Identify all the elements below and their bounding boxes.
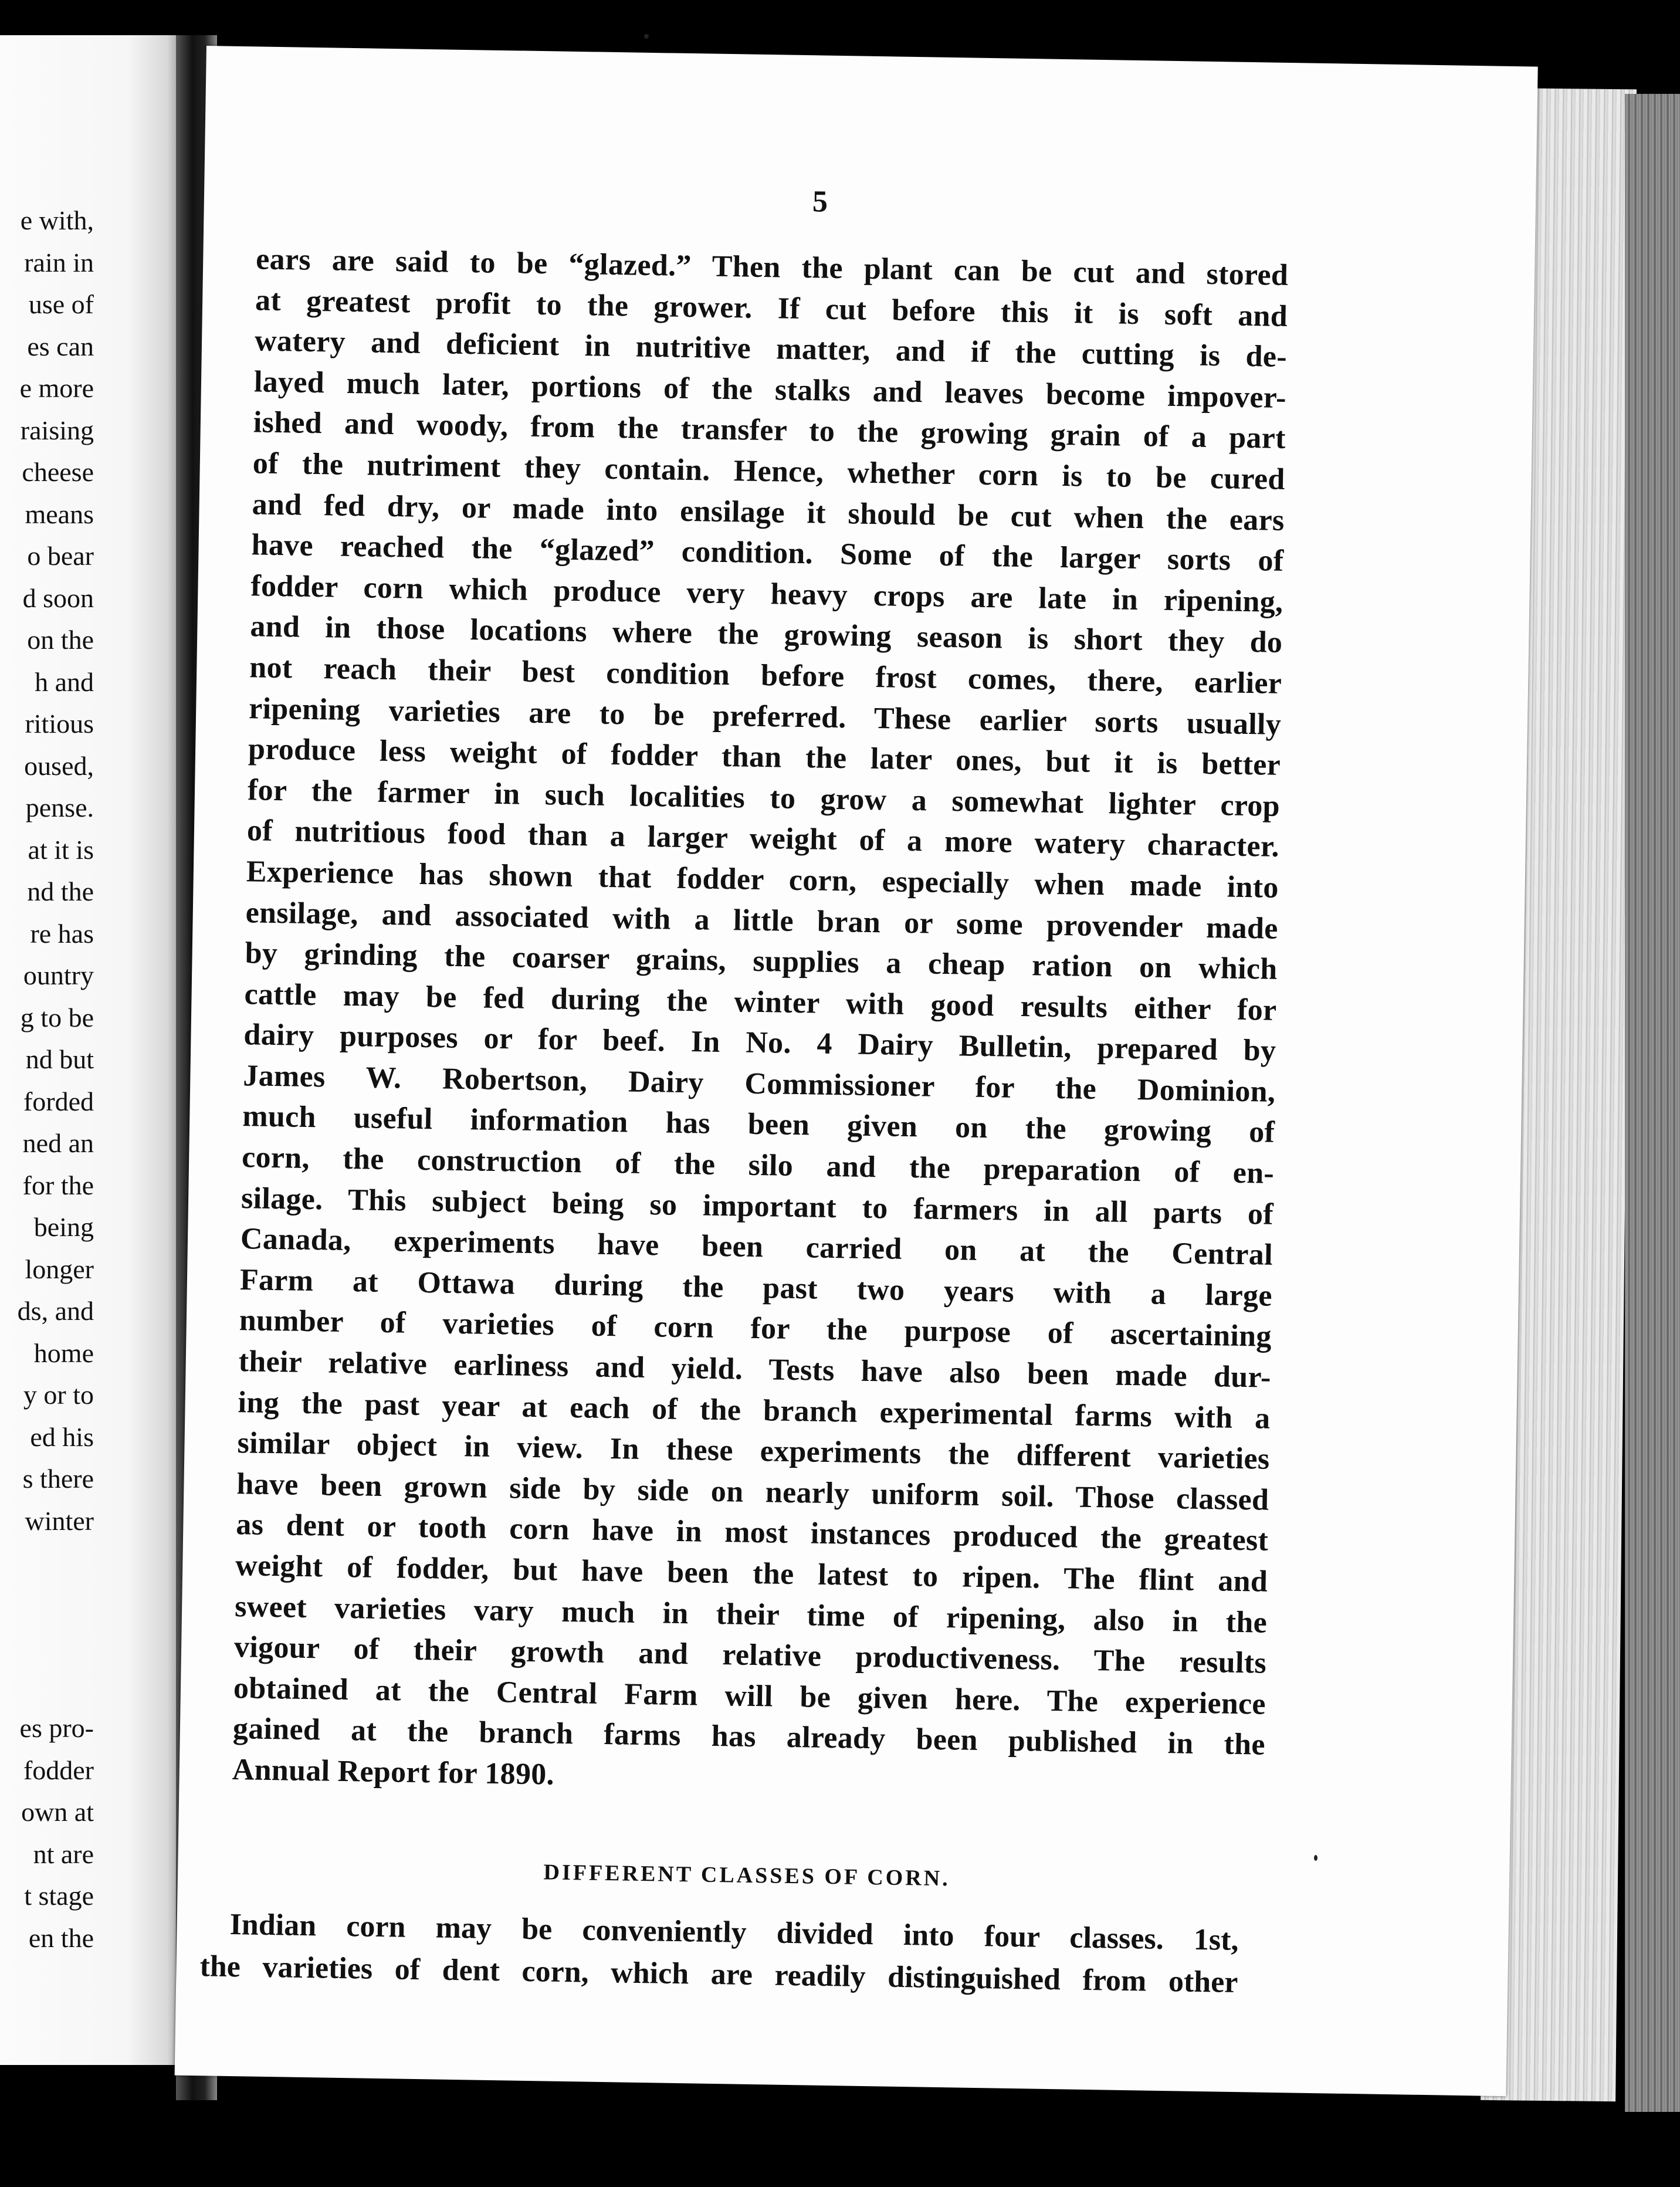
text-line: Canada, experiments have been carried on at the Central (240, 1222, 1273, 1272)
scan-speck (644, 34, 649, 39)
text-line: ds, and (17, 1296, 94, 1326)
text-line: e more (19, 373, 94, 403)
text-line: d soon (22, 583, 94, 613)
text-line: nt are (33, 1839, 94, 1869)
text-line: pense. (25, 793, 94, 822)
text-line: obtained at the Central Farm will be given here. The experience (233, 1671, 1266, 1721)
text-line: forded (23, 1086, 94, 1116)
text-line: being (33, 1212, 94, 1242)
right-page (175, 46, 1538, 2096)
text-line: the varieties of dent corn, which are readily distinguished from other (199, 1949, 1238, 2000)
text-line: of the nutriment they contain. Hence, whether corn is to be cured (252, 446, 1286, 496)
scan-speck (1314, 1855, 1317, 1861)
text-line: fodder (23, 1755, 94, 1785)
text-line: rain in (24, 247, 94, 277)
text-line: raising (20, 415, 94, 445)
text-line: ensilage, and associated with a little bran or some provender made (245, 895, 1279, 946)
text-line: at greatest profit to the grower. If cut before this it is soft and (255, 283, 1288, 333)
text-line: h and (35, 666, 94, 697)
text-line: sweet varieties vary much in their time of ripening, also in the (234, 1589, 1268, 1640)
body-paragraph (232, 239, 1288, 1806)
text-line: of nutritious food than a larger weight of a more watery character. (246, 814, 1280, 864)
text-line: nd the (27, 876, 94, 906)
text-line: Indian corn may be conveniently divided into four classes. 1st, (229, 1908, 1239, 1958)
text-line: ripening varieties are to be preferred. These earlier sorts usually (248, 691, 1282, 742)
text-line: Farm at Ottawa during the past two years with a large (239, 1263, 1273, 1313)
text-line: means (25, 499, 94, 529)
text-line: layed much later, portions of the stalks and leaves become impover- (253, 365, 1287, 415)
text-line: their relative earliness and yield. Tests have also been made dur- (238, 1345, 1272, 1394)
text-line: Annual Report for 1890. (232, 1753, 555, 1792)
text-line: ed his (30, 1421, 94, 1452)
text-line: ing the past year at each of the branch experimental farms with a (238, 1385, 1271, 1436)
text-line: on the (27, 625, 94, 655)
text-line: oused, (24, 750, 94, 781)
text-line: ished and woody, from the transfer to the growing grain of a part (253, 405, 1286, 456)
left-facing-page (0, 35, 182, 2065)
section-paragraph (199, 1903, 1239, 2004)
text-line: produce less weight of fodder than the later ones, but it is better (248, 732, 1281, 783)
text-line: watery and deficient in nutritive matter, and if the cutting is de- (254, 324, 1288, 374)
page-number: 5 (812, 185, 828, 219)
left-page-text-bottom (6, 1707, 182, 1959)
text-line: g to be (20, 1002, 94, 1032)
section-heading: DIFFERENT CLASSES OF CORN. (543, 1860, 950, 1891)
text-line: corn, the construction of the silo and the preparation of en- (241, 1140, 1275, 1190)
text-line: winter (25, 1505, 94, 1536)
text-line: similar object in view. In these experiments the different varieties (237, 1426, 1270, 1476)
text-line: es pro- (19, 1713, 94, 1743)
text-line: longer (25, 1254, 94, 1284)
text-line: home (33, 1338, 94, 1368)
left-page-text-top (6, 199, 182, 1542)
text-line: ritious (25, 709, 94, 739)
text-line: cheese (22, 457, 94, 487)
text-line: Experience has shown that fodder corn, especially when made into (246, 855, 1279, 905)
text-line: by grinding the coarser grains, supplies a cheap ration on which (245, 936, 1278, 986)
text-line: ears are said to be “glazed.” Then the plant can be cut and stored (255, 242, 1289, 293)
text-line: vigour of their growth and relative productiveness. The results (233, 1630, 1267, 1680)
text-line: and fed dry, or made into ensilage it should be cut when the ears (252, 487, 1285, 537)
text-line: es can (27, 331, 94, 361)
text-line: silage. This subject being so important to farmers in all parts of (241, 1181, 1274, 1231)
text-line: for the farmer in such localities to grow a somewhat lighter crop (247, 773, 1281, 823)
text-line: dairy purposes or for beef. In No. 4 Dairy Bulletin, prepared by (243, 1018, 1276, 1068)
text-line: e with, (20, 205, 94, 235)
text-line: at it is (28, 834, 94, 865)
book-cover-edge (1625, 94, 1680, 2112)
text-line: and in those locations where the growing season is short they do (250, 610, 1283, 660)
text-line: much useful information has been given on the growing of (242, 1099, 1275, 1150)
text-line: ned an (22, 1128, 94, 1158)
text-line: t stage (24, 1881, 94, 1911)
text-line: nd but (25, 1044, 94, 1074)
text-line: o bear (27, 541, 94, 571)
text-line: fodder corn which produce very heavy crops are late in ripening, (250, 569, 1283, 619)
text-line: for the (22, 1170, 94, 1200)
text-line: gained at the branch farms has already been published in the (232, 1712, 1266, 1762)
text-line: y or to (23, 1380, 94, 1410)
text-line: have been grown side by side on nearly uniform soil. Those classed (236, 1467, 1269, 1517)
text-line: weight of fodder, but have been the latest to ripen. The flint and (235, 1549, 1268, 1599)
text-line: number of varieties of corn for the purpose of ascertaining (239, 1304, 1272, 1354)
text-line: re has (30, 918, 94, 949)
text-line: as dent or tooth corn have in most instances produced the greatest (235, 1508, 1269, 1558)
text-line: en the (28, 1922, 94, 1953)
text-line: not reach their best condition before frost comes, there, earlier (249, 651, 1282, 700)
text-line: James W. Robertson, Dairy Commissioner for the Dominion, (242, 1059, 1276, 1109)
text-line: have reached the “glazed” condition. Some of the larger sorts of (251, 528, 1284, 578)
text-line: cattle may be fed during the winter with good results either for (244, 977, 1277, 1027)
text-line: own at (21, 1797, 94, 1827)
text-line: use of (28, 289, 94, 319)
text-line: s there (22, 1464, 94, 1494)
text-line: ountry (23, 960, 94, 990)
